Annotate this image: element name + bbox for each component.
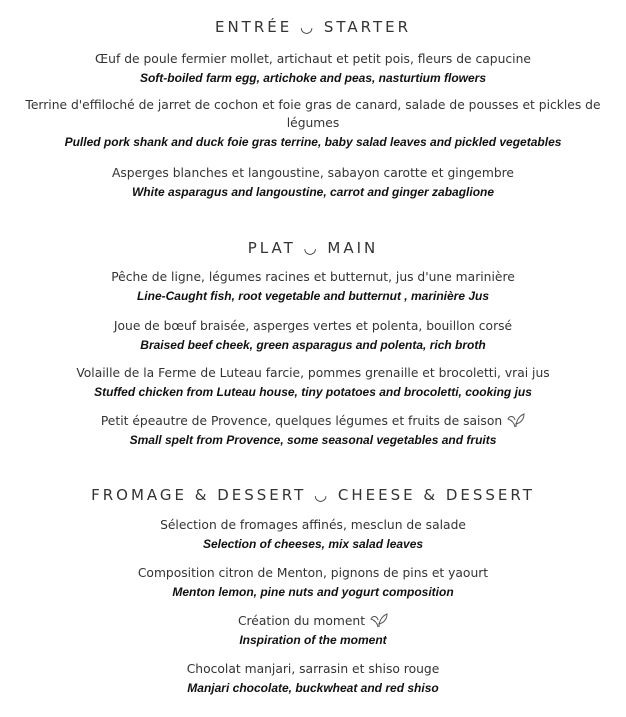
item-name-fr-row: [0, 412, 626, 430]
item-name-en: Manjari chocolate, buckwheat and red shiso: [187, 681, 439, 695]
section-title-cheese-dessert: FROMAGE & DESSERT ◡ CHEESE & DESSERT: [91, 486, 535, 504]
item-name-fr: Terrine d'effiloché de jarret de cochon et foie gras de canard, salade de pousses et pickles de légumes: [25, 98, 601, 130]
item-name-fr-row: [0, 612, 626, 630]
menu-item: [0, 516, 626, 552]
menu-item: [0, 268, 626, 304]
item-name-en: Line-Caught fish, root vegetable and butternut , marinière Jus: [136, 289, 490, 303]
menu-item: [0, 96, 626, 150]
item-name-en: Stuffed chicken from Luteau house, tiny potatoes and brocoletti, cooking jus: [94, 385, 532, 399]
menu-item: [0, 164, 626, 200]
item-name-fr: Sélection de fromages affinés, mesclun de salade: [160, 518, 466, 532]
item-name-en: Selection of cheeses, mix salad leaves: [202, 537, 424, 551]
item-name-fr: Création du moment: [237, 614, 366, 628]
item-name-fr: Composition citron de Menton, pignons de pins et yaourt: [137, 566, 489, 580]
item-name-fr: Chocolat manjari, sarrasin et shiso rouge: [186, 662, 440, 676]
item-name-fr: Pêche de ligne, légumes racines et butternut, jus d'une marinière: [111, 270, 515, 284]
section-title-starter: ENTRÉE ◡ STARTER: [214, 18, 412, 36]
item-name-en: Pulled pork shank and duck foie gras terrine, baby salad leaves and pickled vegetables: [64, 135, 562, 149]
section-title-main: PLAT ◡ MAIN: [247, 239, 379, 257]
item-name-fr: Volaille de la Ferme de Luteau farcie, pommes grenaille et brocoletti, vrai jus: [76, 366, 550, 380]
leaf-icon: [507, 412, 525, 428]
item-name-fr: Petit épeautre de Provence, quelques légumes et fruits de saison: [100, 414, 503, 428]
item-name-fr: Joue de bœuf braisée, asperges vertes et polenta, bouillon corsé: [113, 319, 513, 333]
menu-item: [0, 317, 626, 353]
item-name-fr: Œuf de poule fermier mollet, artichaut et petit pois, fleurs de capucine: [95, 52, 531, 66]
menu-item: [0, 50, 626, 86]
item-name-en: Small spelt from Provence, some seasonal vegetables and fruits: [129, 433, 497, 447]
menu-item: [0, 612, 626, 648]
menu-item: [0, 564, 626, 600]
item-name-en: Soft-boiled farm egg, artichoke and peas, nasturtium flowers: [139, 71, 487, 85]
item-name-en: White asparagus and langoustine, carrot and ginger zabaglione: [131, 185, 495, 199]
item-name-fr: Asperges blanches et langoustine, sabayon carotte et gingembre: [111, 166, 514, 180]
menu-item: [0, 660, 626, 696]
menu-item: [0, 364, 626, 400]
item-name-en: Menton lemon, pine nuts and yogurt composition: [172, 585, 454, 599]
item-name-en: Inspiration of the moment: [239, 633, 387, 647]
item-name-en: Braised beef cheek, green asparagus and polenta, rich broth: [140, 338, 486, 352]
menu-item: [0, 412, 626, 448]
leaf-icon: [370, 612, 388, 628]
